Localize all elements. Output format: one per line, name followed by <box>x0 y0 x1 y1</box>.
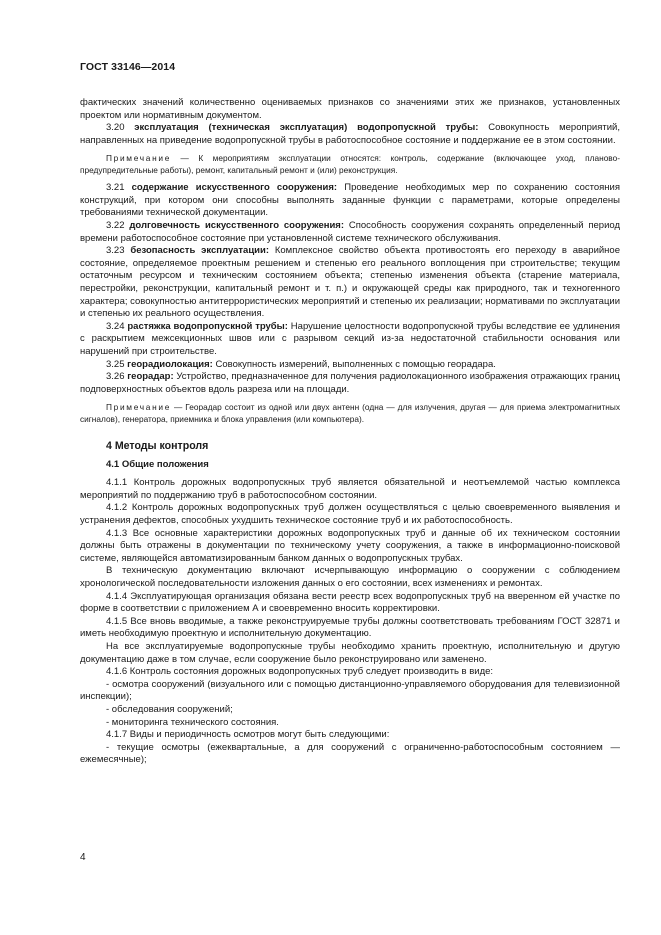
clause-4-1-1: 4.1.1 Контроль дорожных водопропускных труб является обязательной и неотъемлемой частью комплекса мероприятий по поддержанию труб в работоспособном состоянии. <box>80 477 620 501</box>
note-3-26: Примечание — Георадар состоит из одной или двух антенн (одна — для излучения, другая — для приема электромагнитных сигналов), генератора, приемника и блока управления (или компьютера). <box>80 402 620 424</box>
list-item: - обследования сооружений; <box>106 703 233 715</box>
term-name: георадиолокация: <box>127 358 213 370</box>
note-3-20: Примечание — К мероприятиям эксплуатации относятся: контроль, содержание (включающее уход, планово-предупредительные работы), ремонт, капитальный ремонт и (или) реконструкция. <box>80 153 620 175</box>
document-header: ГОСТ 33146—2014 <box>80 61 176 73</box>
term-3-21: 3.21 содержание искусственного сооружения: Проведение необходимых мер по сохранению состояния конструкций, при котором они способны выполнять заданные функции с параметрами, которые определены требованиями технической документации. <box>80 182 620 219</box>
term-name: безопасность эксплуатации: <box>130 245 270 257</box>
paragraph-continuation: фактических значений количественно оцениваемых признаков со значениями этих же признаков, установленных проектом или нормативным документом. <box>80 97 620 121</box>
term-3-26: 3.26 георадар: Устройство, предназначенное для получения радиолокационного изображения отражающих границ подповерхностных объектов вдоль разреза или на площади. <box>80 371 620 395</box>
clause-4-1-3: 4.1.3 Все основные характеристики дорожных водопропускных труб и данные об их техническом состоянии должны быть отражены в документации по техническому учету сооружения, а также в информационно-поисковой системе, являющейся автоматизированным банком данных о водопропускных трубах. <box>80 527 620 564</box>
term-name: долговечность искусственного сооружения: <box>129 219 345 231</box>
subsection-heading-4-1: 4.1 Общие положения <box>106 458 209 470</box>
note-label: Примечание <box>106 153 172 164</box>
term-3-22: 3.22 долговечность искусственного сооружения: Способность сооружения сохранять определенный период времени работоспособное состояние при установленной системе технического обслуживания. <box>80 219 621 244</box>
term-3-23: 3.23 безопасность эксплуатации: Комплексное свойство объекта противостоять его переходу в аварийное состояние, определяемое проектным решением и степенью его реального воплощения при строительстве; текущим остаточным ресурсом и техническим состоянием объекта; степенью изменения объекта (старение материала, перестройки, реконструкции, капитальный ремонт и т. п.) и окружающей среды как природного, так и техногенного характера; совокупностью антитеррористических мероприятий и степенью их реализации; нормативами по эксплуатации и степенью их реального осуществления. <box>80 245 620 320</box>
clause-4-1-3-cont: В техническую документацию включают исчерпывающую информацию о сооружении с соблюдением хронологической последовательности изложения данных о его состоянии, всех изменениях и ремонтах. <box>80 565 620 590</box>
clause-4-1-6: 4.1.6 Контроль состояния дорожных водопропускных труб следует производить в виде: <box>106 666 494 678</box>
clause-4-1-2: 4.1.2 Контроль дорожных водопропускных труб должен осуществляться с целью своевременного выявления и устранения дефектов, способных ухудшить техническое состояние труб и их работоспособность. <box>80 502 620 527</box>
clause-4-1-4: 4.1.4 Эксплуатирующая организация обязана вести реестр всех водопропускных труб на вверенном ей участке по форме в соответствии с приложением А и своевременно вносить корректировки. <box>80 590 620 615</box>
term-3-25: 3.25 георадиолокация: Совокупность измерений, выполненных с помощью георадара. <box>106 358 496 370</box>
term-name: растяжка водопропускной трубы: <box>127 320 288 332</box>
list-item: - текущие осмотры (ежеквартальные, а для сооружений с ограниченно-работоспособным состоянием — ежемесячные); <box>80 741 620 766</box>
term-name: содержание искусственного сооружения: <box>131 182 338 194</box>
clause-4-1-5-cont: На все эксплуатируемые водопропускные трубы необходимо хранить проектную, исполнительную и другую документацию даже в том случае, если сооружение было реконструировано или заменено. <box>80 641 620 665</box>
term-3-20: 3.20 эксплуатация (техническая эксплуатация) водопропускной трубы: Совокупность мероприятий, направленных на приведение водопропускной трубы в работоспособное состояние и поддержание ее в этом состоянии. <box>80 122 620 146</box>
term-3-24: 3.24 растяжка водопропускной трубы: Нарушение целостности водопропускной трубы вследствие ее удлинения с раскрытием межсекционных швов или с разрывом секций из-за недостаточной стабильности основания или нарушений при строительстве. <box>80 320 620 357</box>
list-item: - осмотра сооружений (визуального или с помощью дистанционно-управляемого оборудования для телевизионной инспекции); <box>80 678 620 703</box>
section-heading-4: 4 Методы контроля <box>106 440 209 453</box>
clause-4-1-7: 4.1.7 Виды и периодичность осмотров могут быть следующими: <box>106 729 390 741</box>
clause-4-1-5: 4.1.5 Все вновь вводимые, а также реконструируемые трубы должны соответствовать требованиям ГОСТ 32871 и иметь необходимую проектную и исполнительную документацию. <box>80 615 620 640</box>
term-name: эксплуатация (техническая эксплуатация) водопропускной трубы: <box>134 122 479 134</box>
page-number: 4 <box>80 852 86 863</box>
term-name: георадар: <box>127 371 174 383</box>
list-item: - мониторинга технического состояния. <box>106 716 279 728</box>
document-body <box>80 97 620 767</box>
note-label: Примечание <box>106 402 172 413</box>
